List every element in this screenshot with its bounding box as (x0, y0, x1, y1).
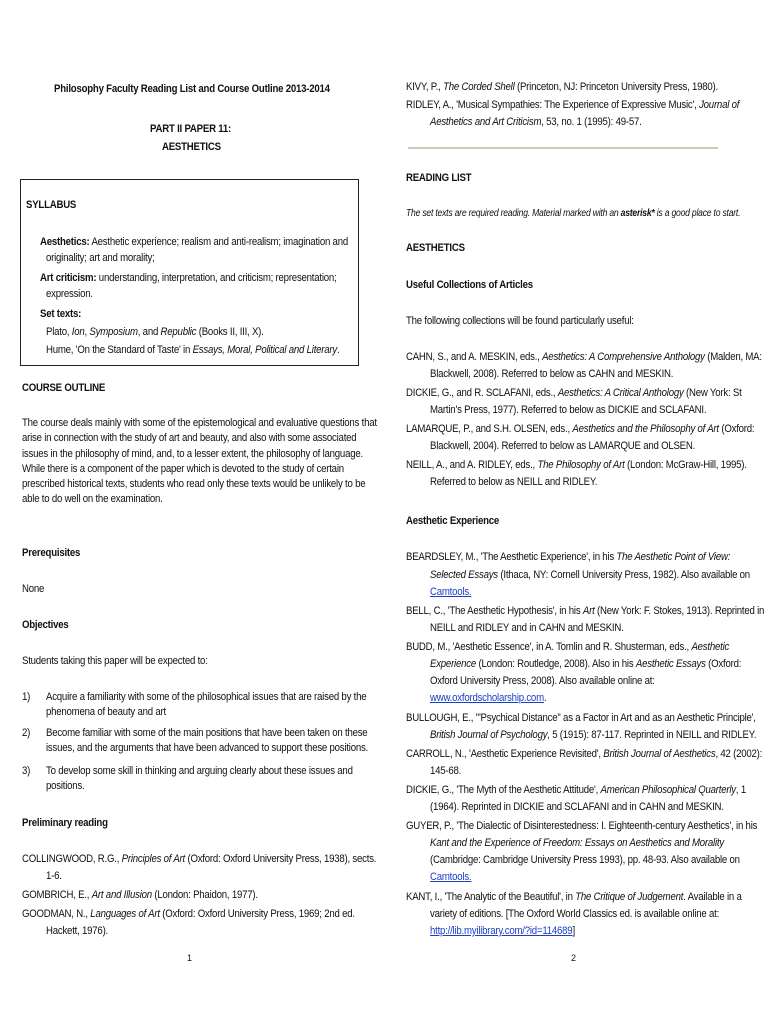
objectives-intro: Students taking this paper will be expected to: (22, 655, 208, 667)
document-title: Philosophy Faculty Reading List and Course Outline 2013-2014 (54, 83, 330, 95)
reference-entry-cont: http://lib.myilibrary.com/?id=114689] (430, 925, 575, 937)
text-line: able to do well on the examination. (22, 493, 163, 506)
objective-text: Acquire a familiarity with some of the philosophical issues that are raised by the (46, 691, 367, 703)
reference-entry: KANT, I., 'The Analytic of the Beautiful', in The Critique of Judgement. Available in a (406, 891, 742, 903)
reference-entry: LAMARQUE, P., and S.H. OLSEN, eds., Aesthetics and the Philosophy of Art (Oxford: (406, 423, 755, 435)
prerequisites-text: None (22, 583, 45, 595)
oxfordscholarship-link[interactable]: www.oxfordscholarship.com (430, 692, 544, 704)
text-line: The course deals mainly with some of the epistemological and evaluative questions that (22, 417, 377, 429)
reference-entry: DICKIE, G., and R. SCLAFANI, eds., Aesthetics: A Critical Anthology (New York: St (406, 387, 742, 399)
reference-entry: DICKIE, G., 'The Myth of the Aesthetic Attitude', American Philosophical Quarterly, 1 (406, 784, 746, 796)
objectives-heading: Objectives (22, 619, 69, 631)
camtools-link[interactable]: Camtools. (430, 871, 472, 883)
syllabus-aesthetics-cont: originality; art and morality; (46, 252, 155, 264)
aesthetic-experience-heading: Aesthetic Experience (406, 515, 500, 527)
reference-entry-cont: Hackett, 1976). (46, 925, 109, 937)
page-number: 1 (187, 953, 193, 963)
reference-entry: RIDLEY, A., 'Musical Sympathies: The Experience of Expressive Music', Journal of (406, 99, 740, 111)
prerequisites-heading: Prerequisites (22, 547, 81, 559)
syllabus-hume: Hume, 'On the Standard of Taste' in Essays, Moral, Political and Literary. (46, 344, 340, 356)
objective-text: issues, and the arguments that have been advanced to support these positions. (46, 742, 369, 754)
reference-entry-cont: www.oxfordscholarship.com. (430, 692, 547, 704)
objective-number: 3) (22, 765, 31, 777)
objective-text: positions. (46, 780, 85, 792)
reference-entry-cont: British Journal of Psychology, 5 (1915): 87-117. Reprinted in NEILL and RIDLEY. (430, 729, 757, 741)
reference-entry-cont: variety of editions. [The Oxford World Classics ed. is available online at: (430, 908, 720, 920)
reference-entry-cont: Martin's Press, 1977). Referred to below as DICKIE and SCLAFANI. (430, 404, 707, 416)
objective-number: 1) (22, 691, 31, 703)
paper-subject: AESTHETICS (162, 141, 221, 153)
reference-entry-cont: (1964). Reprinted in DICKIE and SCLAFANI and in CAHN and MESKIN. (430, 801, 724, 813)
syllabus-plato: Plato, Ion, Symposium, and Republic (Books II, III, X). (46, 326, 264, 338)
reference-entry-cont: Blackwell, 2004). Referred to below as LAMARQUE and OLSEN. (430, 440, 696, 452)
syllabus-aesthetics: Aesthetics: Aesthetic experience; realism and anti-realism; imagination and (40, 236, 348, 248)
reference-entry-cont: (Cambridge: Cambridge University Press 1993), pp. 48-93. Also available on (430, 854, 740, 866)
reference-entry: NEILL, A., and A. RIDLEY, eds., The Philosophy of Art (London: McGraw-Hill, 1995). (406, 459, 747, 471)
course-outline-body (22, 416, 435, 508)
reading-list-heading: READING LIST (406, 172, 472, 184)
preliminary-heading: Preliminary reading (22, 817, 108, 829)
objective-text: Become familiar with some of the main positions that have been taken on these (46, 727, 368, 739)
reference-entry-cont: Referred to below as NEILL and RIDLEY. (430, 476, 598, 488)
objective-text: To develop some skill in thinking and arguing clearly about these issues and (46, 765, 353, 777)
text-line: prescribed historical texts, students who read only these texts would be unlikely to be (22, 478, 366, 491)
reference-entry: KIVY, P., The Corded Shell (Princeton, NJ: Princeton University Press, 1980). (406, 81, 718, 93)
reference-entry: GOODMAN, N., Languages of Art (Oxford: Oxford University Press, 1969; 2nd ed. (22, 908, 355, 920)
camtools-link[interactable]: Camtools. (430, 586, 472, 598)
reference-entry: CAHN, S., and A. MESKIN, eds., Aesthetics: A Comprehensive Anthology (Malden, MA: (406, 351, 762, 363)
reference-entry: BUDD, M., 'Aesthetic Essence', in A. Tomlin and R. Shusterman, eds., Aesthetic (406, 641, 730, 653)
reference-entry-cont: 1-6. (46, 870, 62, 882)
text-line: While there is a component of the paper which is devoted to the study of certain (22, 462, 344, 475)
objective-text: phenomena of beauty and art (46, 706, 166, 718)
paper-number: PART II PAPER 11: (150, 123, 232, 135)
reference-entry: GUYER, P., 'The Dialectic of Disinterestedness: I. Eighteenth-century Aesthetics', in his (406, 820, 758, 832)
reference-entry-cont: Oxford University Press, 2008). Also available online at: (430, 675, 655, 687)
reference-entry-cont: Kant and the Experience of Freedom: Essays on Aesthetics and Morality (430, 837, 724, 849)
reference-entry: BULLOUGH, E., '"Psychical Distance" as a Factor in Art and as an Aesthetic Principle', (406, 712, 756, 724)
syllabus-criticism: Art criticism: understanding, interpretation, and criticism; representation; (40, 272, 337, 284)
reference-entry-cont: Selected Essays (Ithaca, NY: Cornell University Press, 1982). Also available on (430, 569, 750, 581)
section-divider (408, 147, 718, 149)
useful-collections-intro: The following collections will be found particularly useful: (406, 315, 634, 327)
syllabus-heading: SYLLABUS (26, 199, 77, 211)
set-texts-note: The set texts are required reading. Material marked with an asterisk* is a good place to start. (406, 208, 741, 219)
reference-entry: GOMBRICH, E., Art and Illusion (London: Phaidon, 1977). (22, 889, 258, 901)
objective-number: 2) (22, 727, 31, 739)
text-line: arise in connection with the study of art and beauty, and also with some associated (22, 432, 357, 445)
text-line: issues in the philosophy of mind, and, to a lesser extent, the philosophy of language. (22, 447, 363, 460)
myilibrary-link[interactable]: http://lib.myilibrary.com/?id=114689 (430, 925, 573, 937)
page-number: 2 (571, 953, 577, 963)
reference-entry-cont: Blackwell, 2008). Referred to below as CAHN and MESKIN. (430, 368, 674, 380)
reference-entry-cont: 145-68. (430, 765, 462, 777)
syllabus-set-texts-label: Set texts: (40, 308, 82, 320)
reference-entry: CARROLL, N., 'Aesthetic Experience Revisited', British Journal of Aesthetics, 42 (2002): (406, 748, 763, 760)
syllabus-criticism-cont: expression. (46, 288, 93, 300)
course-outline-heading: COURSE OUTLINE (22, 382, 106, 394)
reference-entry: BEARDSLEY, M., 'The Aesthetic Experience', in his The Aesthetic Point of View: (406, 551, 731, 563)
reference-entry-cont: Aesthetics and Art Criticism, 53, no. 1 (1995): 49-57. (430, 116, 642, 128)
reference-entry: COLLINGWOOD, R.G., Principles of Art (Oxford: Oxford University Press, 1938), sects. (22, 853, 377, 865)
reference-entry: BELL, C., 'The Aesthetic Hypothesis', in his Art (New York: F. Stokes, 1913). Reprinted in (406, 605, 765, 617)
reference-entry-cont: NEILL and RIDLEY and in CAHN and MESKIN. (430, 622, 624, 634)
aesthetics-heading: AESTHETICS (406, 242, 465, 254)
reference-entry-cont: Experience (London: Routledge, 2008). Also in his Aesthetic Essays (Oxford: (430, 658, 742, 670)
useful-collections-heading: Useful Collections of Articles (406, 279, 533, 291)
